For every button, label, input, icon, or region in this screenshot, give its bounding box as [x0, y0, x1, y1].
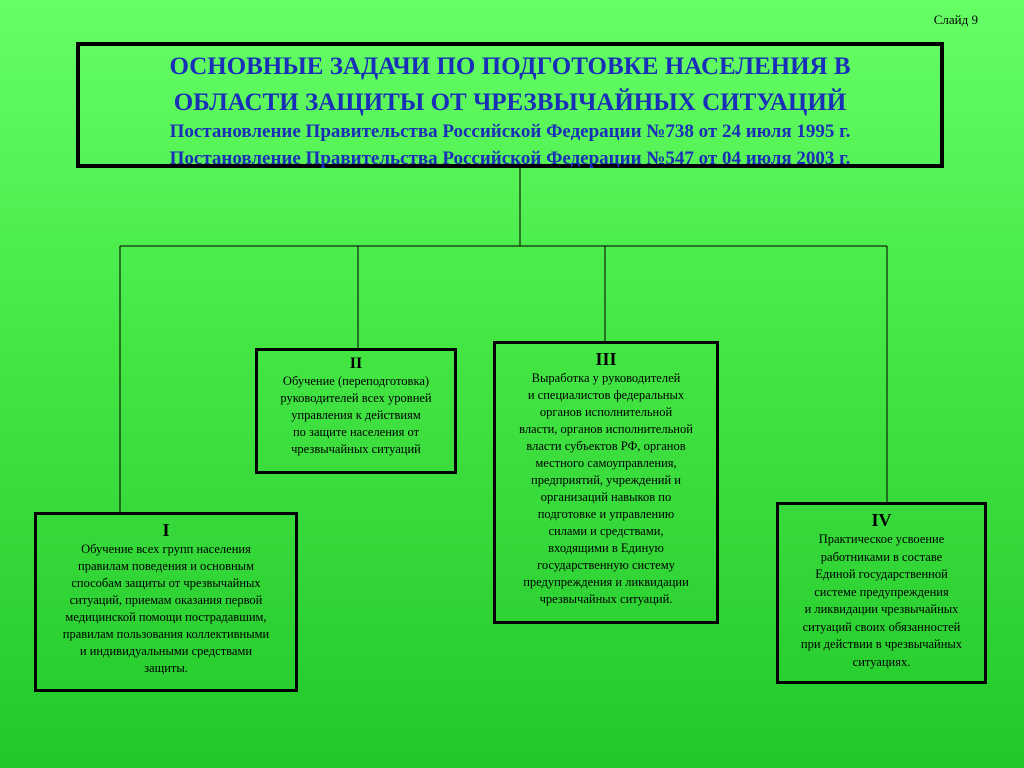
task-text-line: и ликвидации чрезвычайных: [804, 602, 959, 616]
task-text-line: медицинской помощи пострадавшим,: [65, 610, 267, 624]
task-box-1: [34, 512, 298, 692]
task-text-line: государственную систему: [537, 558, 675, 572]
task-text-line: входящими в Единую: [548, 541, 664, 555]
task-text-line: предупреждения и ликвидации: [523, 575, 689, 589]
task-text: [502, 370, 710, 608]
task-text-line: защиты.: [144, 661, 188, 675]
task-text-line: по защите населения от: [292, 425, 420, 439]
decree-547: Постановление Правительства Российской Федерации №547 от 04 июля 2003 г.: [169, 148, 851, 169]
task-text-line: ситуаций своих обязанностей: [802, 619, 961, 634]
task-text-line: Обучение (переподготовка): [282, 374, 430, 388]
task-text-line: правилам поведения и основным: [78, 559, 254, 573]
task-text-line: системе предупреждения: [814, 584, 949, 599]
task-text-line: чрезвычайных ситуаций.: [539, 592, 673, 606]
task-text: [264, 373, 448, 458]
task-text-line: способам защиты от чрезвычайных: [71, 576, 261, 590]
task-text-line: предприятий, учреждений и: [531, 473, 681, 487]
task-text-line: и индивидуальными средствами: [79, 644, 253, 658]
task-box-3: [493, 341, 719, 624]
task-numeral: II: [349, 355, 363, 372]
task-text: [43, 541, 289, 677]
task-text-line: власти субъектов РФ, органов: [526, 439, 686, 453]
task-text-line: Обучение всех групп населения: [81, 542, 251, 556]
task-text-line: Выработка у руководителей: [531, 371, 681, 385]
task-text-line: власти, органов исполнительной: [519, 422, 693, 436]
task-text-line: органов исполнительной: [539, 405, 673, 419]
task-numeral: I: [162, 520, 170, 540]
task-text-line: при действии в чрезвычайных: [800, 637, 963, 651]
title-line-1: ОСНОВНЫЕ ЗАДАЧИ ПО ПОДГОТОВКЕ НАСЕЛЕНИЯ В: [169, 53, 851, 80]
task-text-line: Практическое усвоение: [818, 532, 945, 546]
task-text-line: местного самоуправления,: [535, 456, 677, 470]
task-text-line: чрезвычайных ситуаций: [291, 442, 421, 456]
decree-738: Постановление Правительства Российской Федерации №738 от 24 июля 1995 г.: [169, 121, 851, 142]
task-text-line: работниками в составе: [820, 549, 943, 564]
task-text-line: силами и средствами,: [548, 524, 664, 538]
task-text-line: руководителей всех уровней: [280, 391, 432, 405]
task-text-line: правилам пользования коллективными: [62, 627, 270, 641]
task-numeral: III: [595, 349, 617, 369]
task-text-line: организаций навыков по: [540, 490, 672, 504]
task-text: [785, 531, 978, 671]
task-text-line: и специалистов федеральных: [527, 388, 685, 402]
task-box-2: [255, 348, 457, 474]
task-text-line: Единой государственной: [815, 567, 948, 581]
task-box-4: [776, 502, 987, 684]
task-text-line: ситуациях.: [852, 654, 911, 669]
slide-number: Слайд 9: [933, 12, 978, 27]
title-line-2: ОБЛАСТИ ЗАЩИТЫ ОТ ЧРЕЗВЫЧАЙНЫХ СИТУАЦИЙ: [173, 89, 847, 116]
task-text-line: управления к действиям: [291, 408, 421, 422]
task-text-line: ситуаций, приемам оказания первой: [69, 593, 263, 607]
task-text-line: подготовке и управлению: [537, 507, 675, 521]
task-numeral: IV: [871, 510, 892, 530]
